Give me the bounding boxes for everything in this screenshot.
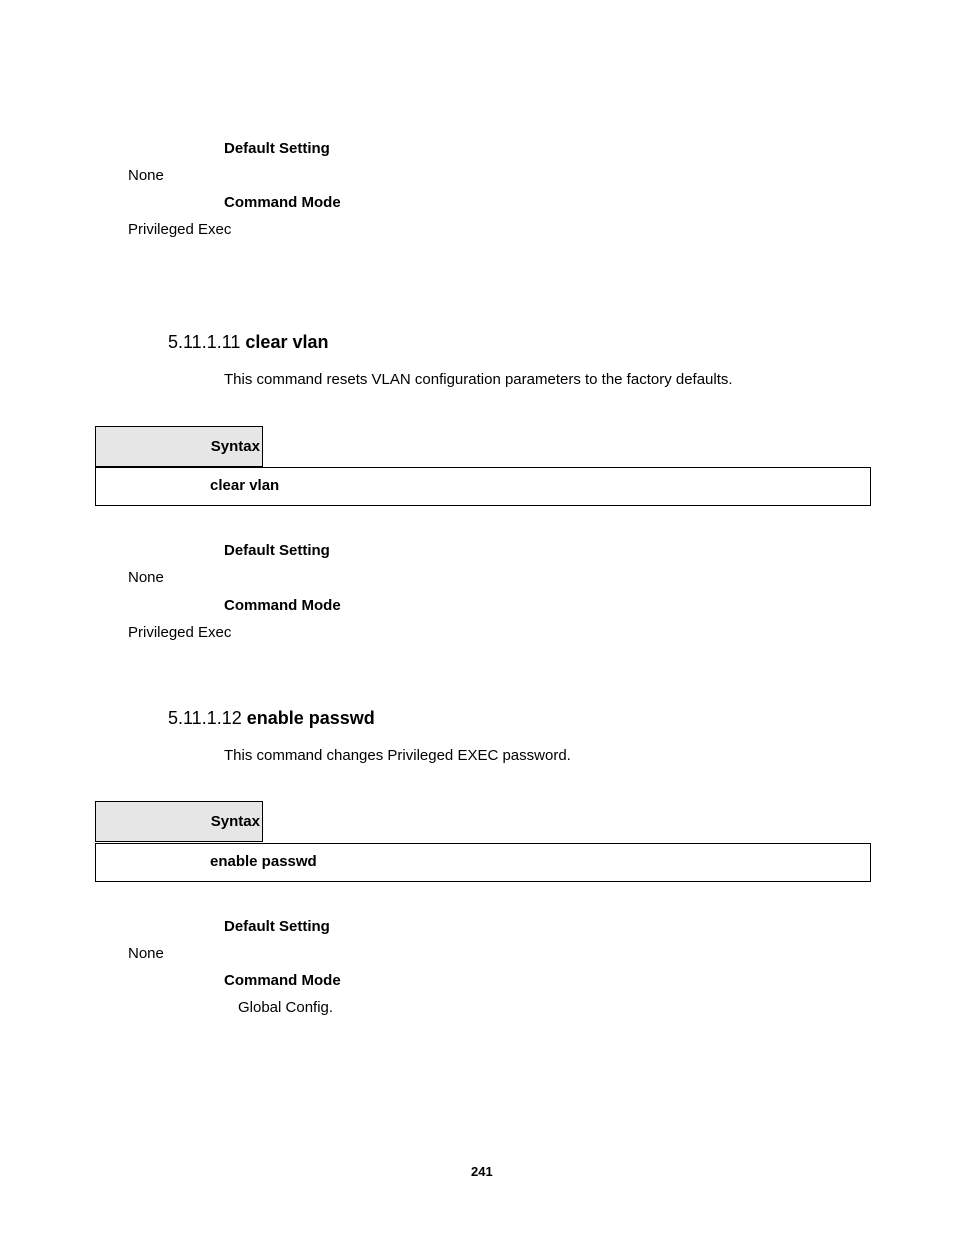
syntax-header	[95, 426, 263, 467]
section-description: This command changes Privileged EXEC password.	[224, 747, 571, 764]
section-description: This command resets VLAN configuration parameters to the factory defaults.	[224, 371, 733, 388]
syntax-box	[95, 843, 871, 882]
syntax-label: Syntax	[210, 438, 260, 455]
section-heading-enable-passwd	[168, 707, 375, 729]
default-setting-label: Default Setting	[224, 542, 330, 559]
default-setting-label: Default Setting	[224, 918, 330, 935]
default-setting-label: Default Setting	[224, 140, 330, 157]
command-mode-value: Privileged Exec	[128, 624, 232, 641]
syntax-label: Syntax	[210, 813, 260, 830]
command-mode-value: Global Config.	[238, 999, 334, 1016]
command-mode-value: Privileged Exec	[128, 221, 232, 238]
syntax-command: enable passwd	[210, 853, 317, 870]
command-mode-label: Command Mode	[224, 597, 341, 614]
command-mode-label: Command Mode	[224, 194, 341, 211]
syntax-command: clear vlan	[210, 477, 280, 494]
default-setting-value: None	[128, 569, 164, 586]
section-number: 5.11.1.11	[168, 332, 241, 352]
default-setting-value: None	[128, 167, 164, 184]
page-number: 241	[471, 1164, 493, 1179]
syntax-header	[95, 801, 263, 842]
section-command: enable passwd	[246, 708, 375, 728]
section-heading-clear-vlan	[168, 331, 328, 353]
syntax-box	[95, 467, 871, 506]
section-command: clear vlan	[245, 332, 329, 352]
default-setting-value: None	[128, 945, 164, 962]
command-mode-label: Command Mode	[224, 972, 341, 989]
section-number: 5.11.1.12	[168, 708, 242, 728]
